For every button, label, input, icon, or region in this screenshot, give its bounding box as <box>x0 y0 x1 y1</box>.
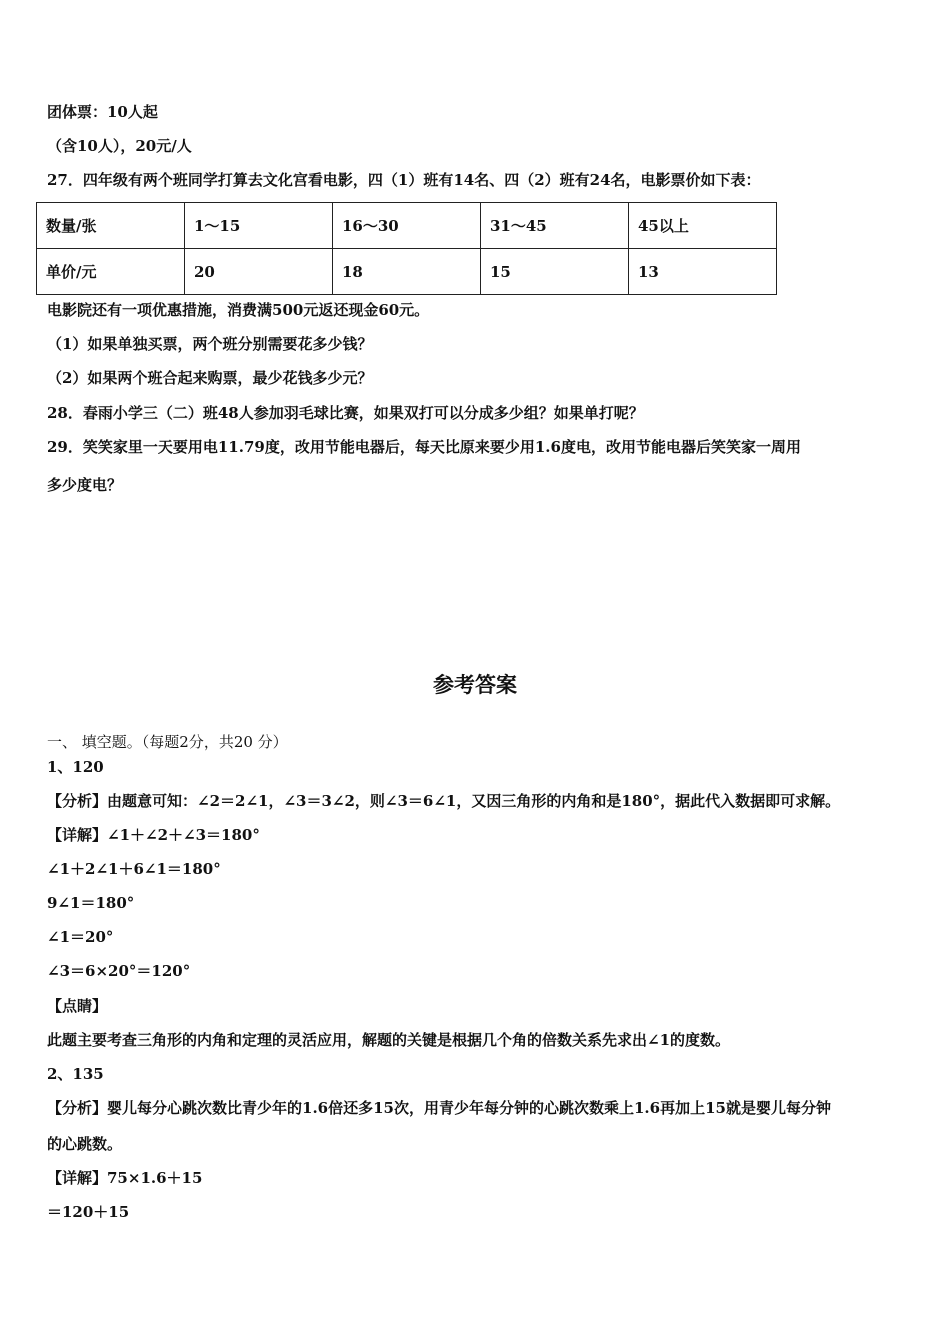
table-row <box>37 203 777 249</box>
answer-1-number: 1、120 <box>47 758 104 776</box>
answer-1-step: ∠1＋2∠1＋6∠1＝180° <box>47 860 221 878</box>
table-cell: 18 <box>333 249 481 295</box>
table-cell: 15 <box>481 249 629 295</box>
question-29-line-2: 多少度电？ <box>47 476 123 494</box>
table-cell: 1～15 <box>185 203 333 249</box>
discount-note: 电影院还有一项优惠措施，消费满500元返还现金60元。 <box>47 301 430 319</box>
question-28: 28．春雨小学三（二）班48人参加羽毛球比赛，如果双打可以分成多少组？如果单打呢？ <box>47 404 644 422</box>
answer-1-step: ∠3＝6×20°＝120° <box>47 962 191 980</box>
answer-1-detail: 【详解】∠1＋∠2＋∠3＝180° <box>47 826 260 844</box>
price-table <box>36 202 777 295</box>
question-29-line-1: 29．笑笑家里一天要用电11.79度，改用节能电器后，每天比原来要少用1.6度电，改用节能电器后笑笑家一周用 <box>47 438 801 456</box>
question-27-part-2: （2）如果两个班合起来购票，最少花钱多少元？ <box>47 369 373 387</box>
table-cell: 单价/元 <box>37 249 185 295</box>
text-line-group-price: （含10人），20元/人 <box>47 137 192 155</box>
question-27: 27．四年级有两个班同学打算去文化宫看电影，四（1）班有14名、四（2）班有24名，电影票价如下表： <box>47 171 761 189</box>
table-cell: 20 <box>185 249 333 295</box>
answer-1-step: 9∠1＝180° <box>47 894 135 912</box>
question-27-part-1: （1）如果单独买票，两个班分别需要花多少钱？ <box>47 335 373 353</box>
answer-2-step: ＝120＋15 <box>47 1203 130 1221</box>
answer-2-analysis-cont: 的心跳数。 <box>47 1135 123 1153</box>
answer-title: 参考答案 <box>433 673 517 697</box>
answer-2-detail: 【详解】75×1.6＋15 <box>47 1169 203 1187</box>
answer-2-number: 2、135 <box>47 1065 104 1083</box>
answer-1-analysis: 【分析】由题意可知：∠2＝2∠1，∠3＝3∠2，则∠3＝6∠1，又因三角形的内角和是180°，据此代入数据即可求解。 <box>47 792 841 810</box>
table-cell: 数量/张 <box>37 203 185 249</box>
answer-1-comment-label: 【点睛】 <box>47 997 108 1015</box>
section-heading: 一、 填空题。（每题2分，共20 分） <box>47 733 288 751</box>
table-row <box>37 249 777 295</box>
answer-1-comment: 此题主要考查三角形的内角和定理的灵活应用，解题的关键是根据几个角的倍数关系先求出∠1的度数。 <box>47 1031 731 1049</box>
table-cell: 16～30 <box>333 203 481 249</box>
table-cell: 45以上 <box>629 203 777 249</box>
answer-1-step: ∠1＝20° <box>47 928 114 946</box>
table-cell: 13 <box>629 249 777 295</box>
text-line-group-ticket: 团体票：10人起 <box>47 103 158 121</box>
table-cell: 31～45 <box>481 203 629 249</box>
answer-2-analysis: 【分析】婴儿每分心跳次数比青少年的1.6倍还多15次，用青少年每分钟的心跳次数乘上1.6再加上15就是婴儿每分钟 <box>47 1099 831 1117</box>
